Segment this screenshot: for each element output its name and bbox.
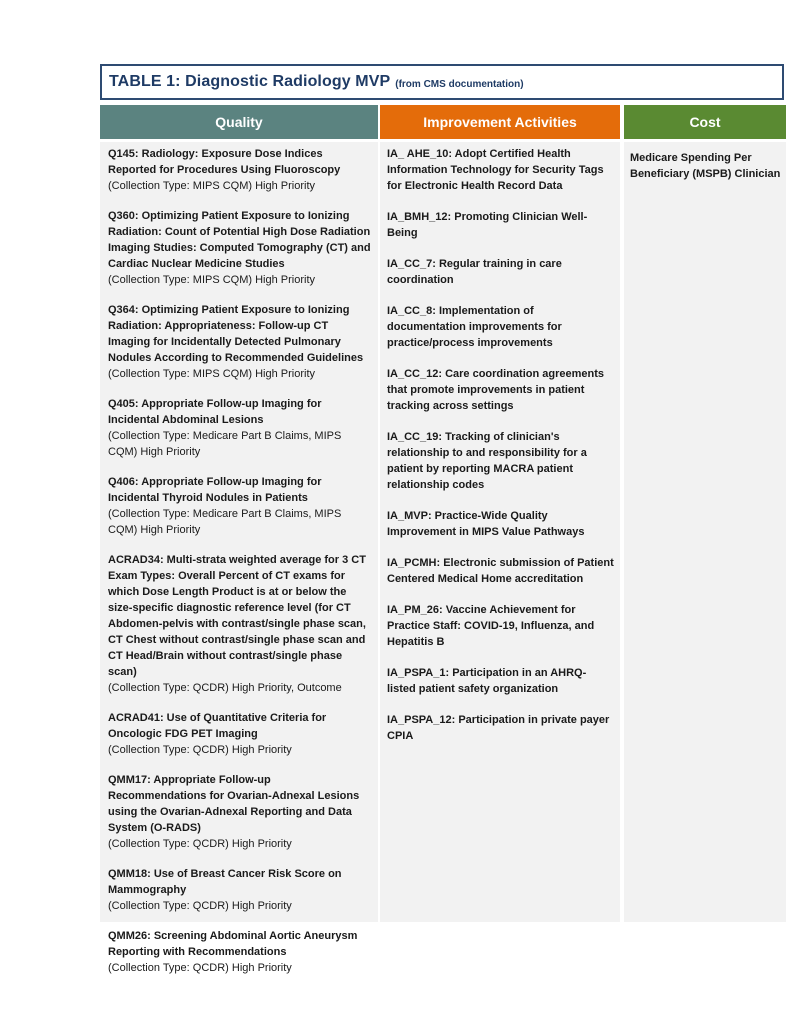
improvement-activity: IA_CC_8: Implementation of documentation improvements for practice/process improvements — [387, 305, 562, 349]
improvement-activity: IA_BMH_12: Promoting Clinician Well-Being — [387, 211, 588, 239]
quality-measure-detail: (Collection Type: QCDR) High Priority — [108, 838, 292, 850]
quality-measure-detail: (Collection Type: MIPS CQM) High Priority — [108, 368, 316, 380]
quality-measure-detail: (Collection Type: QCDR) High Priority, Outcome — [108, 682, 342, 694]
improvement-activity: IA_PSPA_1: Participation in an AHRQ-listed patient safety organization — [387, 667, 587, 695]
quality-measure-title: Q405: Appropriate Follow-up Imaging for Incidental Abdominal Lesions — [108, 398, 322, 426]
quality-measure-detail: (Collection Type: QCDR) High Priority — [108, 962, 292, 974]
quality-measure-title: QMM18: Use of Breast Cancer Risk Score on Mammography — [108, 868, 342, 896]
quality-measure-detail: (Collection Type: MIPS CQM) High Priority — [108, 180, 316, 192]
quality-measure — [108, 710, 372, 758]
quality-measure — [108, 146, 372, 194]
quality-measure-title: ACRAD41: Use of Quantitative Criteria for Oncologic FDG PET Imaging — [108, 712, 327, 740]
quality-measure-title: ACRAD34: Multi-strata weighted average for 3 CT Exam Types: Overall Percent of CT exams for which Dose Length Product is at or below the size-specific diagnostic reference level (for CT Abdomen-pelvis with contrast/single phase scan, CT Chest without contrast/single phase scan and CT Head/Brain without contrast/single phase scan) — [108, 554, 366, 678]
cost-header: Cost — [624, 105, 786, 139]
improvement-activities-column — [380, 142, 620, 922]
improvement-activity: IA_CC_12: Care coordination agreements that promote improvements in patient tracking across settings — [387, 368, 605, 412]
quality-measure — [108, 552, 372, 696]
quality-measure-title: Q145: Radiology: Exposure Dose Indices Reported for Procedures Using Fluoroscopy — [108, 148, 341, 176]
quality-measure-title: Q406: Appropriate Follow-up Imaging for Incidental Thyroid Nodules in Patients — [108, 476, 322, 504]
quality-measure — [108, 208, 372, 288]
improvement-activity: IA_PSPA_12: Participation in private payer CPIA — [387, 714, 610, 742]
quality-column — [100, 142, 378, 974]
quality-measure — [108, 928, 372, 976]
improvement-activities-header: Improvement Activities — [380, 105, 620, 139]
quality-measure-title: Q360: Optimizing Patient Exposure to Ionizing Radiation: Count of Potential High Dose Radiation Imaging Studies: Computed Tomography (CT) and Cardiac Nuclear Medicine Studies — [108, 210, 371, 270]
improvement-activity: IA_PM_26: Vaccine Achievement for Practice Staff: COVID-19, Influenza, and Hepatitis B — [387, 604, 595, 648]
quality-measure-title: QMM17: Appropriate Follow-up Recommendations for Ovarian-Adnexal Lesions using the Ovarian-Adnexal Reporting and Data System (O-RADS) — [108, 774, 360, 834]
quality-measure-detail: (Collection Type: QCDR) High Priority — [108, 900, 292, 912]
quality-measure — [108, 772, 372, 852]
improvement-activity: IA_MVP: Practice-Wide Quality Improvement in MIPS Value Pathways — [387, 510, 585, 538]
quality-measure — [108, 396, 372, 460]
table-title: TABLE 1: Diagnostic Radiology MVP — [109, 73, 391, 90]
cost-measure: Medicare Spending Per Beneficiary (MSPB) Clinician — [630, 152, 781, 180]
quality-measure-detail: (Collection Type: Medicare Part B Claims, MIPS CQM) High Priority — [108, 508, 342, 536]
table-subtitle: (from CMS documentation) — [395, 78, 524, 90]
quality-measure — [108, 302, 372, 382]
improvement-activity: IA_CC_7: Regular training in care coordination — [387, 258, 562, 286]
quality-measure-detail: (Collection Type: QCDR) High Priority — [108, 744, 292, 756]
improvement-activity: IA_CC_19: Tracking of clinician's relationship to and responsibility for a patient by reporting MACRA patient relationship codes — [387, 431, 587, 491]
cost-column — [624, 142, 786, 922]
quality-measure-title: QMM26: Screening Abdominal Aortic Aneurysm Reporting with Recommendations — [108, 930, 358, 958]
quality-measure — [108, 866, 372, 914]
quality-measure-detail: (Collection Type: MIPS CQM) High Priority — [108, 274, 316, 286]
quality-measure-title: Q364: Optimizing Patient Exposure to Ionizing Radiation: Appropriateness: Follow-up CT Imaging for Incidentally Detected Pulmonary Nodules According to Recommended Guidelines — [108, 304, 364, 364]
improvement-activity: IA_PCMH: Electronic submission of Patient Centered Medical Home accreditation — [387, 557, 614, 585]
table-title-box — [100, 64, 784, 100]
quality-measure — [108, 474, 372, 538]
quality-header: Quality — [100, 105, 378, 139]
quality-measure-detail: (Collection Type: Medicare Part B Claims, MIPS CQM) High Priority — [108, 430, 342, 458]
improvement-activity: IA_ AHE_10: Adopt Certified Health Information Technology for Security Tags for Electronic Health Record Data — [387, 148, 604, 192]
